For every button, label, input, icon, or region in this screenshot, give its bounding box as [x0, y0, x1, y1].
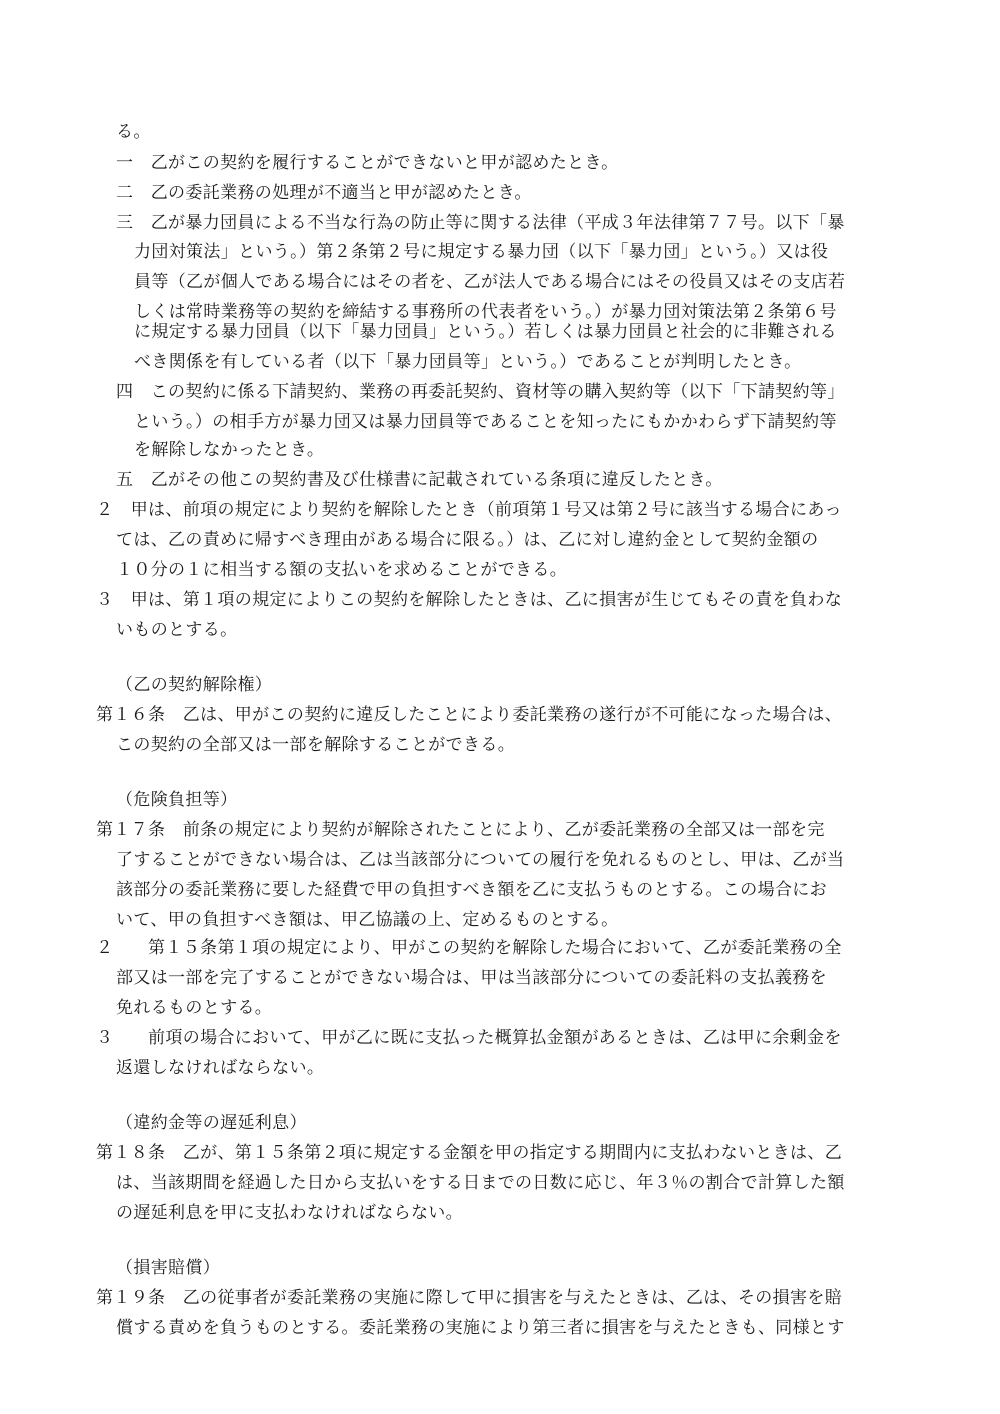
- article-heading-17: （危険負担等）: [116, 790, 238, 810]
- list-item-3: 三 乙が暴力団員による不当な行為の防止等に関する法律（平成３年法律第７７号。以下「暴: [116, 213, 845, 233]
- article-17-clause-2-cont: 免れるものとする。: [116, 998, 273, 1018]
- article-17: 第１７条 前条の規定により契約が解除されたことにより、乙が委託業務の全部又は一部を完: [96, 820, 825, 840]
- article-18-cont: は、当該期間を経過した日から支払いをする日までの日数に応じ、年３％の割合で計算した額: [116, 1173, 845, 1193]
- list-item-3-cont: しくは常時業務等の契約を締結する事務所の代表者をいう。）が暴力団対策法第２条第６号: [134, 302, 837, 322]
- clause-2: ２ 甲は、前項の規定により契約を解除したとき（前項第１号又は第２号に該当する場合にあっ: [96, 500, 842, 520]
- article-16-cont: この契約の全部又は一部を解除することができる。: [116, 735, 516, 755]
- list-item-3-cont: べき関係を有している者（以下「暴力団員等」という。）であることが判明したとき。: [134, 352, 802, 372]
- list-item-4-cont: を解除しなかったとき。: [134, 440, 325, 460]
- article-18-cont: の遅延利息を甲に支払わなければならない。: [116, 1203, 463, 1223]
- list-item-3-cont: に規定する暴力団員（以下「暴力団員」という。）若しくは暴力団員と社会的に非難される: [134, 322, 837, 342]
- article-17-cont: 了することができない場合は、乙は当該部分についての履行を免れるものとし、甲は、乙が当: [116, 850, 845, 870]
- list-item-3-cont: 力団対策法」という。）第２条第２号に規定する暴力団（以下「暴力団」という。）又は役: [134, 242, 829, 262]
- article-17-clause-3: ３ 前項の場合において、甲が乙に既に支払った概算払金額があるときは、乙は甲に余剰金を: [96, 1028, 842, 1048]
- article-17-clause-2-cont: 部又は一部を完了することができない場合は、甲は当該部分についての委託料の支払義務を: [116, 968, 828, 988]
- clause-3: ３ 甲は、第１項の規定によりこの契約を解除したときは、乙に損害が生じてもその責を負わな: [96, 590, 843, 610]
- clause-3-cont: いものとする。: [116, 620, 238, 640]
- article-16: 第１６条 乙は、甲がこの契約に違反したことにより委託業務の遂行が不可能になった場合は、: [96, 705, 843, 725]
- list-item-5: 五 乙がその他この契約書及び仕様書に記載されている条項に違反したとき。: [116, 470, 723, 490]
- article-17-clause-2: ２ 第１５条第１項の規定により、甲がこの契約を解除した場合において、乙が委託業務の全: [96, 938, 842, 958]
- article-19: 第１９条 乙の従事者が委託業務の実施に際して甲に損害を与えたときは、乙は、その損害を賠: [96, 1288, 843, 1308]
- article-18: 第１８条 乙が、第１５条第２項に規定する金額を甲の指定する期間内に支払わないときは、乙: [96, 1143, 843, 1163]
- list-item-3-cont: 員等（乙が個人である場合にはその者を、乙が法人である場合にはその役員又はその支店若: [134, 272, 846, 292]
- article-17-clause-3-cont: 返還しなければならない。: [116, 1058, 325, 1078]
- clause-2-cont: １０分の１に相当する額の支払いを求めることができる。: [116, 560, 568, 580]
- article-heading-19: （損害賠償）: [116, 1258, 221, 1278]
- article-17-cont: 該部分の委託業務に要した経費で甲の負担すべき額を乙に支払うものとする。この場合にお: [116, 880, 828, 900]
- article-19-cont: 償する責めを負うものとする。委託業務の実施により第三者に損害を与えたときも、同様とす: [116, 1318, 845, 1338]
- article-heading-18: （違約金等の遅延利息）: [116, 1113, 307, 1133]
- text-line: る。: [116, 122, 151, 142]
- article-17-cont: いて、甲の負担すべき額は、甲乙協議の上、定めるものとする。: [116, 910, 619, 930]
- list-item-4: 四 この契約に係る下請契約、業務の再委託契約、資材等の購入契約等（以下「下請契約等」: [116, 382, 845, 402]
- list-item-4-cont: という。）の相手方が暴力団又は暴力団員等であることを知ったにもかかわらず下請契約等: [134, 412, 837, 432]
- list-item-1: 一 乙がこの契約を履行することができないと甲が認めたとき。: [116, 153, 619, 173]
- list-item-2: 二 乙の委託業務の処理が不適当と甲が認めたとき。: [116, 183, 532, 203]
- clause-2-cont: ては、乙の責めに帰すべき理由がある場合に限る。）は、乙に対し違約金として契約金額の: [116, 530, 819, 550]
- article-heading-16: （乙の契約解除権）: [116, 675, 273, 695]
